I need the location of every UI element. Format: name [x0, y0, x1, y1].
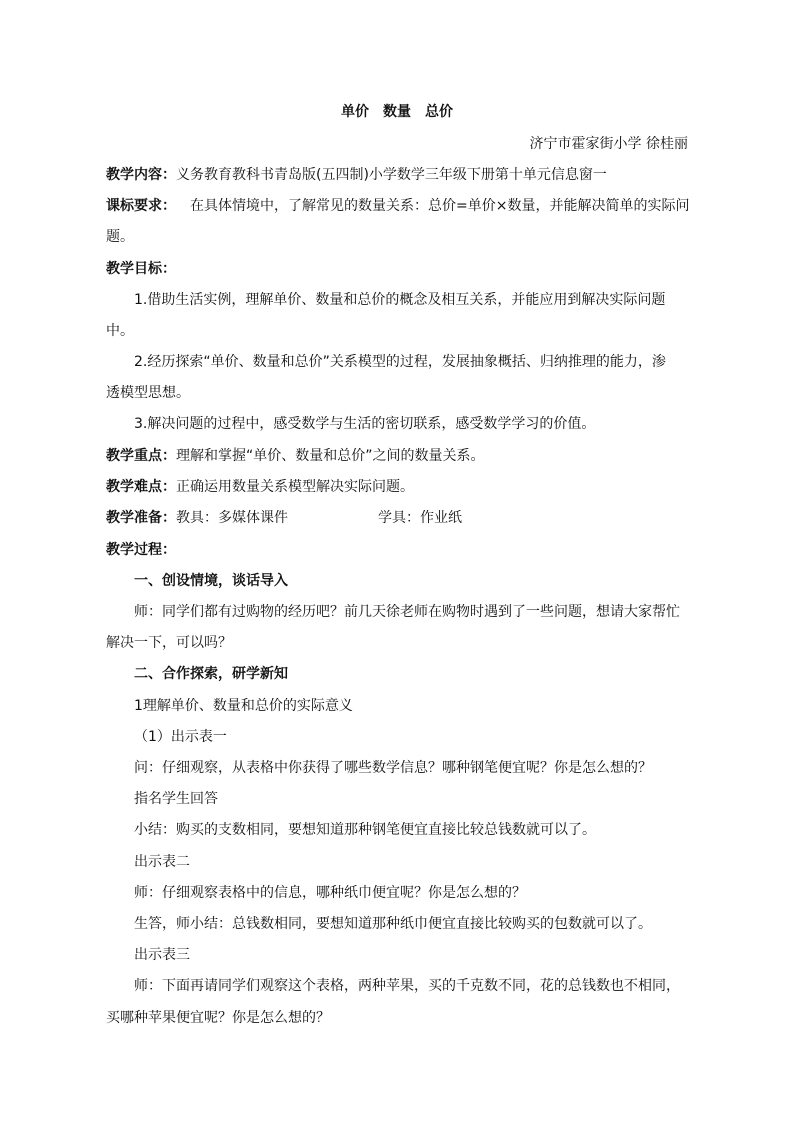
paragraph: 师：同学们都有过购物的经历吧？前几天徐老师在购物时遇到了一些问题，想请大家帮忙 [134, 604, 680, 620]
key-point: 教学重点：理解和掌握“单价、数量和总价”之间的数量关系。 [106, 448, 485, 464]
goals-heading: 教学目标： [106, 261, 176, 277]
subsection-heading: 1理解单价、数量和总价的实际意义 [134, 698, 353, 714]
table-3-line: 出示表三 [134, 947, 190, 963]
summary-1: 小结：购买的支数相同，要想知道那种钢笔便宜直接比较总钱数就可以了。 [134, 822, 596, 838]
page-title: 单价 数量 总价 [341, 104, 453, 120]
question-3-cont: 买哪种苹果便宜呢？你是怎么想的？ [106, 1010, 330, 1026]
question-3: 师：下面再请同学们观察这个表格，两种苹果，买的千克数不同，花的总钱数也不相同， [134, 978, 680, 994]
curriculum-standard-cont: 题。 [106, 229, 134, 245]
answer-2: 生答，师小结：总钱数相同，要想知道那种纸巾便宜直接比较购买的包数就可以了。 [134, 916, 652, 932]
preparation: 教学准备：教具：多媒体课件 学具：作业纸 [106, 510, 462, 526]
curriculum-standard: 课标要求： 在具体情境中，了解常见的数量关系：总价=单价×数量，并能解决简单的实际问 [106, 198, 690, 214]
process-heading: 教学过程： [106, 542, 176, 558]
goal-3: 3.解决问题的过程中，感受数学与生活的密切联系，感受数学学习的价值。 [134, 416, 596, 432]
goal-1-cont: 中。 [106, 323, 134, 339]
difficulty: 教学难点：正确运用数量关系模型解决实际问题。 [106, 479, 414, 495]
paragraph-cont: 解决一下，可以吗？ [106, 635, 232, 651]
question-1: 问：仔细观察，从表格中你获得了哪些数学信息？哪种钢笔便宜呢？你是怎么想的？ [134, 760, 652, 776]
section-1-heading: 一、创设情境，谈话导入 [134, 573, 288, 589]
table-1-line: （1）出示表一 [134, 729, 227, 745]
question-2: 师：仔细观察表格中的信息，哪种纸巾便宜呢？你是怎么想的？ [134, 885, 526, 901]
goal-1: 1.借助生活实例，理解单价、数量和总价的概念及相互关系，并能应用到解决实际问题 [134, 292, 666, 308]
author-line: 济宁市霍家街小学 徐桂丽 [529, 136, 688, 152]
answer-1: 指名学生回答 [134, 791, 218, 807]
table-2-line: 出示表二 [134, 854, 190, 870]
goal-2: 2.经历探索“单价、数量和总价”关系模型的过程，发展抽象概括、归纳推理的能力，渗 [134, 354, 666, 370]
teaching-content: 教学内容：义务教育教科书青岛版(五四制)小学数学三年级下册第十单元信息窗一 [106, 167, 607, 183]
section-2-heading: 二、合作探索，研学新知 [134, 666, 288, 682]
goal-2-cont: 透模型思想。 [106, 385, 190, 401]
